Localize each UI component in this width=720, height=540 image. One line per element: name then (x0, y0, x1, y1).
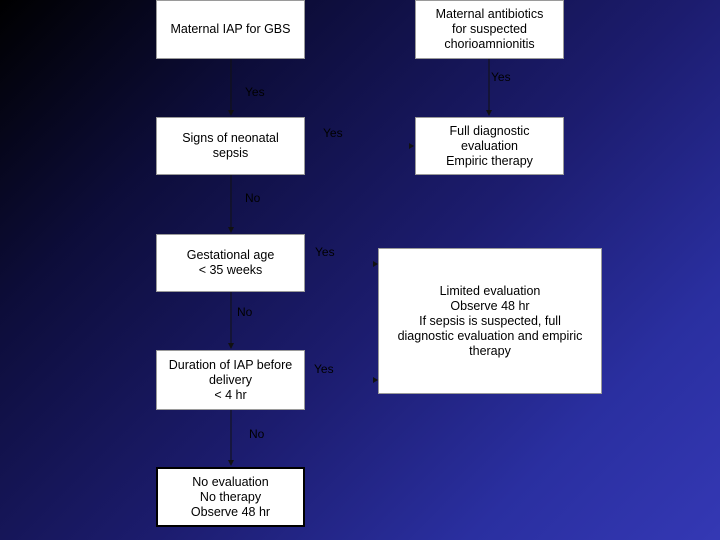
label-iap-to-signs: Yes (245, 85, 265, 99)
node-no-evaluation: No evaluation No therapy Observe 48 hr (156, 467, 305, 527)
label-signs-to-full: Yes (323, 126, 343, 140)
node-maternal-antibiotics: Maternal antibiotics for suspected chorioamnionitis (415, 0, 564, 59)
node-full-evaluation: Full diagnostic evaluation Empiric therapy (415, 117, 564, 175)
label-antibiotics-to-full: Yes (491, 70, 511, 84)
node-signs-sepsis: Signs of neonatal sepsis (156, 117, 305, 175)
label-gestational-to-duration: No (237, 305, 253, 319)
label-gestational-to-limited: Yes (315, 245, 335, 259)
node-gestational-age: Gestational age < 35 weeks (156, 234, 305, 292)
node-limited-evaluation: Limited evaluation Observe 48 hr If sepsis is suspected, full diagnostic evaluation and empiric therapy (378, 248, 602, 394)
label-duration-to-none: No (249, 427, 265, 441)
node-maternal-iap: Maternal IAP for GBS (156, 0, 305, 59)
label-signs-to-gestational: No (245, 191, 261, 205)
label-duration-to-limited: Yes (314, 362, 334, 376)
node-duration-iap: Duration of IAP before delivery < 4 hr (156, 350, 305, 410)
edge-signs-to-full-arrowhead (409, 143, 414, 149)
